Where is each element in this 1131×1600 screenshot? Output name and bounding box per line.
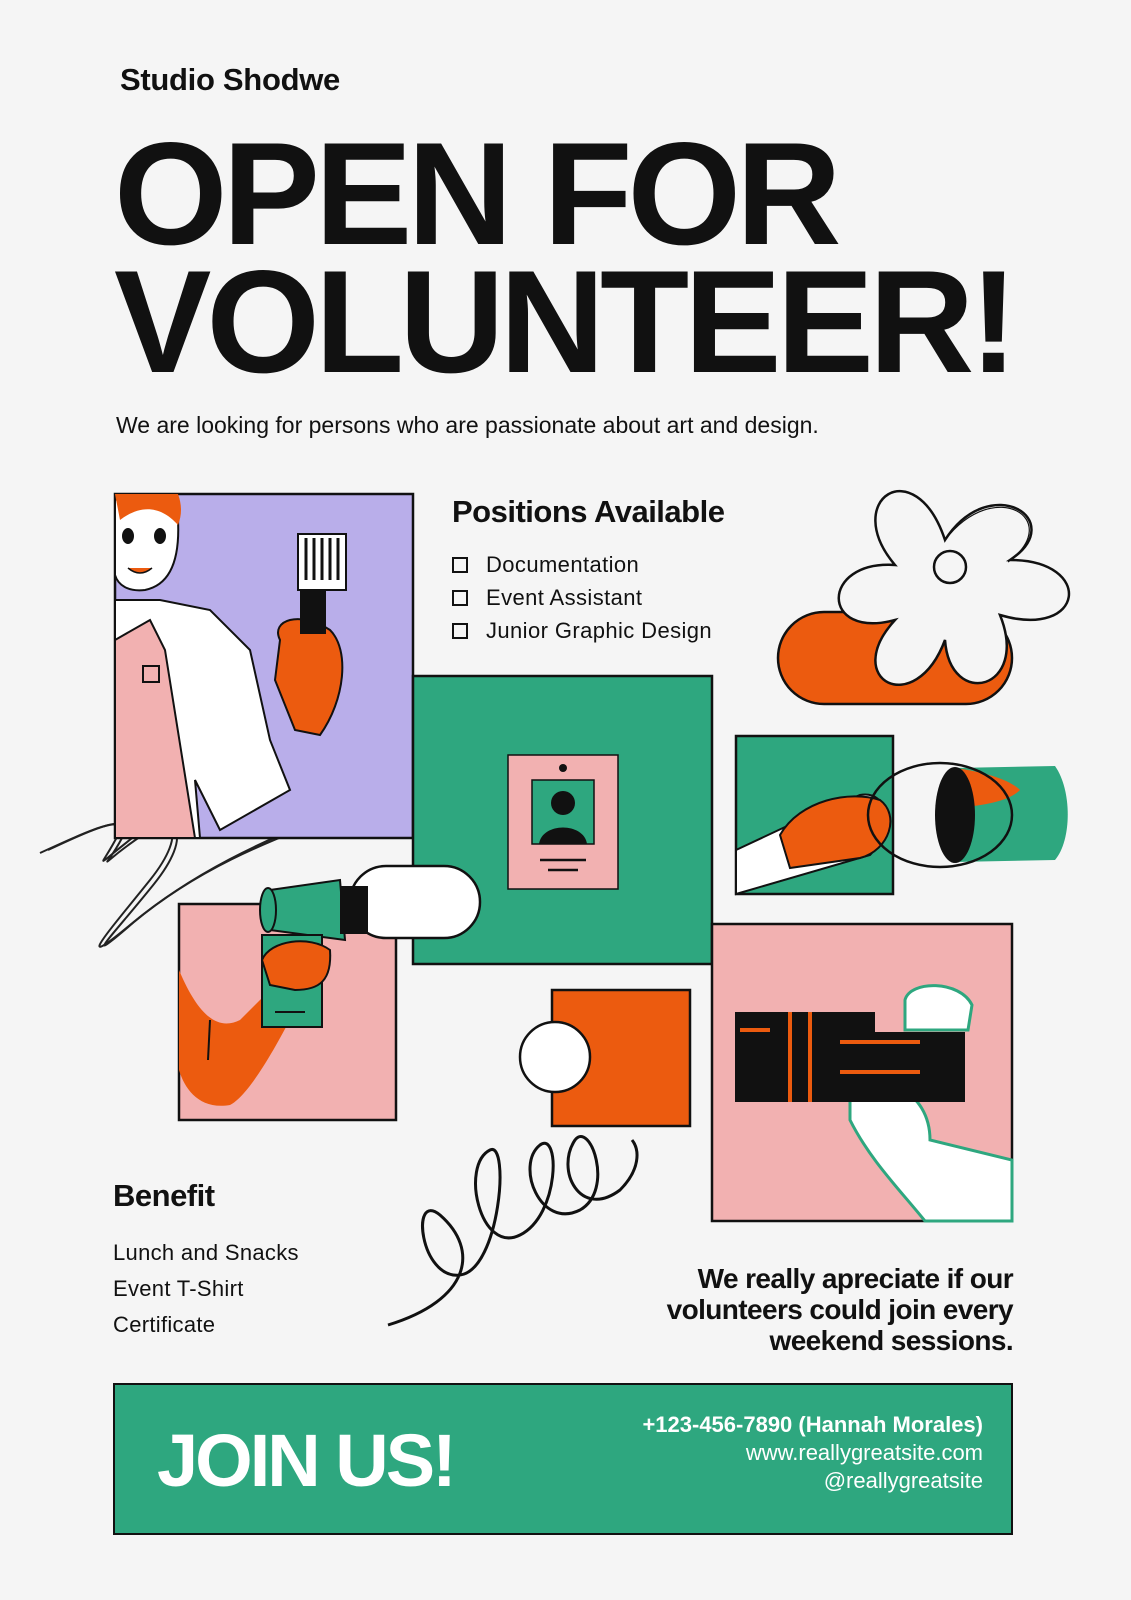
orange-block: [520, 990, 690, 1126]
appreciation-line: We really apreciate if our: [697, 1263, 1013, 1294]
brand-name: Studio Shodwe: [120, 62, 340, 97]
position-checkbox[interactable]: [452, 623, 468, 639]
join-title: JOIN US!: [157, 1419, 454, 1502]
tagline: We are looking for persons who are passionate about art and design.: [116, 412, 819, 438]
contact-website[interactable]: www.reallygreatsite.com: [745, 1440, 983, 1465]
headline-line-2: VOLUNTEER!: [114, 240, 1013, 403]
paint-bucket-illustration: [736, 736, 1068, 894]
benefit-item: Lunch and Snacks: [113, 1240, 299, 1265]
benefit-list: [113, 1240, 299, 1348]
benefit-item: Event T-Shirt: [113, 1276, 244, 1301]
position-checkbox[interactable]: [452, 590, 468, 606]
appreciation-note: [593, 1263, 1013, 1356]
contact-info: [642, 1411, 983, 1495]
position-item: [452, 548, 712, 581]
position-label: Junior Graphic Design: [486, 617, 713, 643]
position-item: [452, 614, 712, 647]
megaphone-illustration: [179, 866, 480, 1120]
benefit-title: Benefit: [113, 1178, 215, 1213]
position-checkbox[interactable]: [452, 557, 468, 573]
contact-phone[interactable]: +123-456-7890 (Hannah Morales): [642, 1412, 983, 1437]
headline-line-1: OPEN FOR: [114, 112, 837, 275]
position-label: Documentation: [486, 551, 640, 577]
appreciation-line: weekend sessions.: [769, 1325, 1013, 1356]
position-item: [452, 581, 712, 614]
flower-icon: [778, 491, 1069, 704]
positions-list: [452, 548, 712, 647]
positions-title: Positions Available: [452, 494, 725, 529]
contact-social[interactable]: @reallygreatsite: [823, 1468, 983, 1493]
benefit-item: Certificate: [113, 1312, 216, 1337]
join-banner: [113, 1383, 1013, 1535]
camera-illustration: [712, 924, 1012, 1221]
headline: [114, 112, 1013, 403]
painter-illustration: [115, 494, 413, 838]
position-label: Event Assistant: [486, 584, 643, 610]
appreciation-line: volunteers could join every: [666, 1294, 1013, 1325]
